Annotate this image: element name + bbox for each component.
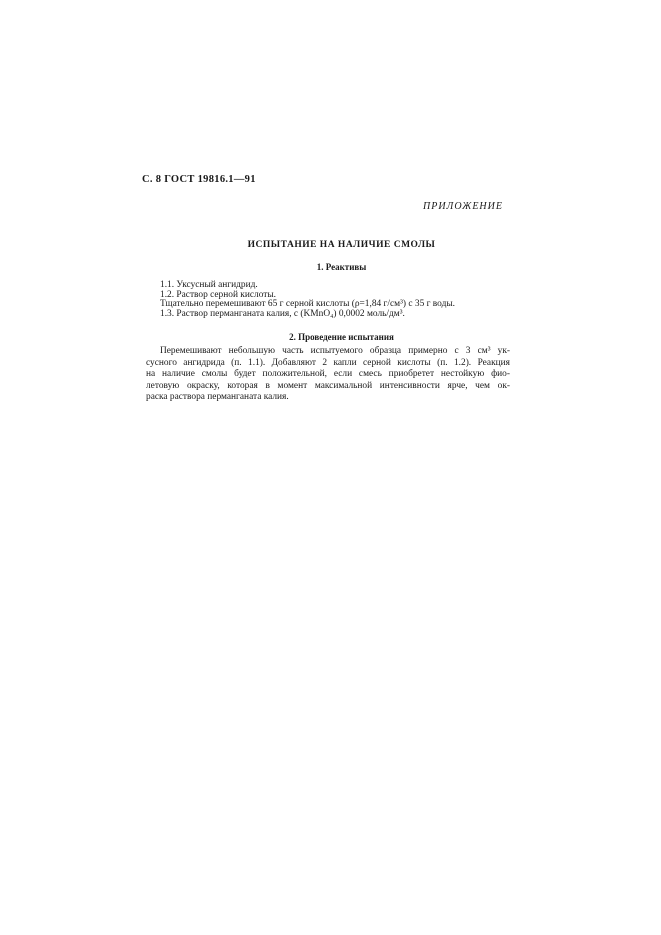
section-heading-reagents-text: 1. Реактивы (316, 262, 367, 272)
procedure-line-2: сусного ангидрида (п. 1.1). Добавляют 2 капли серной кислоты (п. 1.2). Реакция (146, 357, 510, 368)
appendix-label: ПРИЛОЖЕНИЕ (423, 201, 503, 212)
procedure-line-4: летовую окраску, которая в момент максимальной интенсивности ярче, чем ок- (146, 380, 510, 391)
page-header: С. 8 ГОСТ 19816.1—91 (142, 174, 256, 185)
document-title (0, 240, 661, 250)
procedure-line-5: раска раствора перманганата калия. (146, 392, 289, 403)
document-title-text: ИСПЫТАНИЕ НА НАЛИЧИЕ СМОЛЫ (247, 240, 436, 250)
reagent-line-1: 1.1. Уксусный ангидрид. (160, 280, 258, 290)
reagent-line-3: Тщательно перемешивают 65 г серной кислоты (ρ=1,84 г/см³) с 35 г воды. (160, 299, 455, 309)
section-heading-procedure (0, 332, 661, 342)
procedure-paragraph (146, 346, 510, 404)
section-heading-reagents (0, 262, 661, 272)
reagent-line-2: 1.2. Раствор серной кислоты. (160, 290, 277, 300)
procedure-line-1: Перемешивают небольшую часть испытуемого образца примерно с 3 см³ ук- (160, 346, 510, 356)
section-heading-procedure-text: 2. Проведение испытания (289, 332, 394, 342)
procedure-line-3: на наличие смолы будет положительной, если смесь приобретет нестойкую фио- (146, 369, 510, 380)
reagent-line-4: 1.3. Раствор перманганата калия, c (KMnO₄) 0,0002 моль/дм³. (160, 309, 405, 319)
